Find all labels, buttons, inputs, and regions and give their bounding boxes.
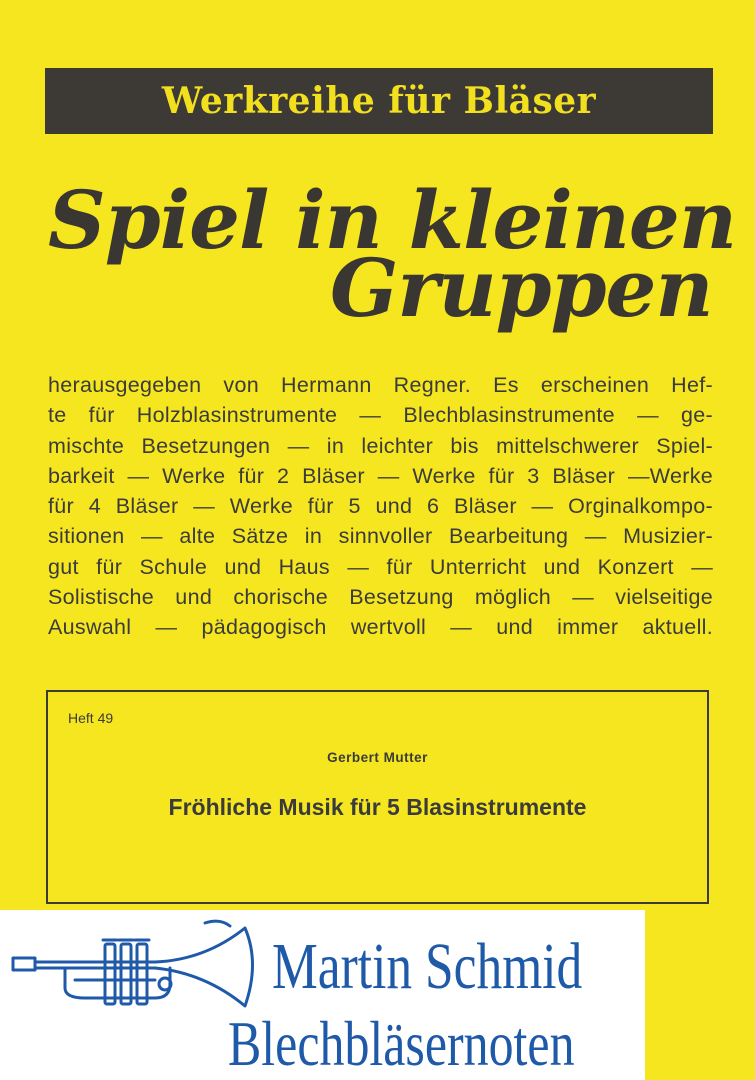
watermark-line-2: Blechbläsernoten bbox=[228, 1008, 575, 1079]
description-line: herausgegeben von Hermann Regner. Es erscheinen Hef- bbox=[48, 373, 713, 397]
series-banner bbox=[45, 68, 713, 134]
watermark-logo bbox=[0, 910, 645, 1080]
work-title: Fröhliche Musik für 5 Blasinstrumente bbox=[168, 794, 587, 820]
description-line: mischte Besetzungen — in leichter bis mittelschwerer Spiel- bbox=[48, 433, 713, 458]
heft-number: Heft 49 bbox=[68, 710, 114, 726]
watermark-line-1: Martin Schmid bbox=[272, 930, 583, 1003]
description-line: Auswahl — pädagogisch wertvoll — und immer aktuell. bbox=[48, 615, 713, 640]
description-line: für 4 Bläser — Werke für 5 und 6 Bläser — Orginalkompo- bbox=[48, 494, 713, 519]
description-line: gut für Schule und Haus — für Unterricht und Konzert — bbox=[48, 554, 713, 579]
description-line: Solistische und chorische Besetzung möglich — vielseitige bbox=[48, 585, 713, 610]
description-line: sitionen — alte Sätze in sinnvoller Bearbeitung — Musizier- bbox=[48, 524, 713, 549]
description bbox=[48, 370, 713, 643]
description-line: te für Holzblasinstrumente — Blechblasinstrumente — ge- bbox=[48, 403, 713, 428]
main-title-line-1: Spiel in kleinen bbox=[48, 173, 736, 267]
series-title: Werkreihe für Bläser bbox=[161, 80, 597, 122]
description-line: barkeit — Werke für 2 Bläser — Werke für 3 Bläser —Werke bbox=[48, 463, 713, 488]
composer-name: Gerbert Mutter bbox=[327, 750, 428, 765]
info-box bbox=[46, 690, 709, 904]
main-title-line-2: Gruppen bbox=[330, 241, 713, 335]
